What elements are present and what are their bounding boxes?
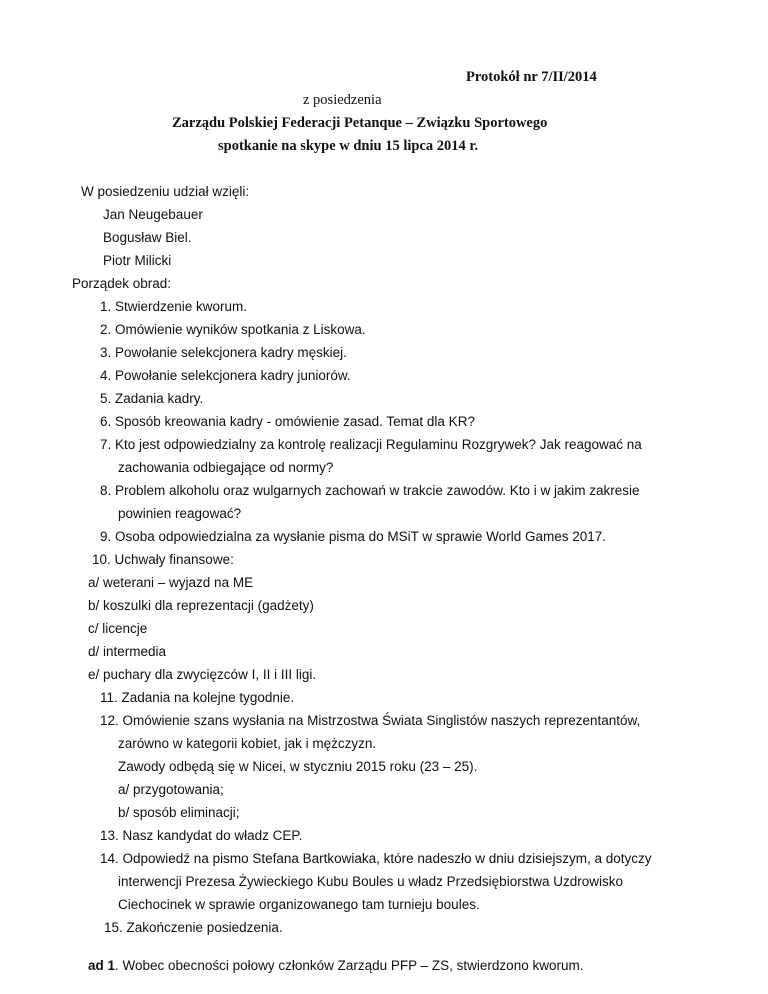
agenda-label: Porządek obrad:	[72, 276, 172, 291]
agenda-item-continuation: zarówno w kategorii kobiet, jak i mężczyzn.	[118, 736, 377, 751]
agenda-item-continuation: Zawody odbędą się w Nicei, w styczniu 2015 roku (23 – 25).	[118, 759, 478, 774]
agenda-item: 10. Uchwały finansowe:	[92, 552, 234, 567]
agenda-subitem: d/ intermedia	[88, 644, 167, 659]
attendee: Piotr Milicki	[103, 253, 172, 268]
attendee: Jan Neugebauer	[103, 207, 203, 222]
attendance-label: W posiedzeniu udział wzięli:	[81, 184, 250, 199]
agenda-item: 5. Zadania kadry.	[100, 391, 204, 406]
agenda-item-continuation: zachowania odbiegające od normy?	[118, 460, 334, 475]
ad1-label: ad 1	[88, 958, 116, 973]
agenda-item: 4. Powołanie selekcjonera kadry juniorów.	[100, 368, 351, 383]
agenda-item: 2. Omówienie wyników spotkania z Liskowa.	[100, 322, 366, 337]
agenda-item: 3. Powołanie selekcjonera kadry męskiej.	[100, 345, 347, 360]
protocol-subtitle: z posiedzenia	[303, 92, 382, 108]
agenda-item: 1. Stwierdzenie kworum.	[100, 299, 248, 314]
agenda-subitem: e/ puchary dla zwycięzców I, II i III ligi.	[88, 667, 317, 682]
agenda-item: 13. Nasz kandydat do władz CEP.	[100, 828, 303, 843]
agenda-subitem: b/ sposób eliminacji;	[118, 805, 240, 820]
agenda-item: 7. Kto jest odpowiedzialny za kontrolę realizacji Regulaminu Rozgrywek? Jak reagować na	[100, 437, 642, 452]
agenda-item: 14. Odpowiedź na pismo Stefana Bartkowiaka, które nadeszło w dniu dzisiejszym, a dotyczy	[100, 851, 652, 866]
organization-name: Zarządu Polskiej Federacji Petanque – Związku Sportowego	[172, 115, 548, 131]
agenda-item: 15. Zakończenie posiedzenia.	[104, 920, 283, 935]
ad1-text: . Wobec obecności połowy członków Zarządu PFP – ZS, stwierdzono kworum.	[115, 958, 584, 973]
agenda-item: 6. Sposób kreowania kadry - omówienie zasad. Temat dla KR?	[100, 414, 475, 429]
agenda-item: 8. Problem alkoholu oraz wulgarnych zachowań w trakcie zawodów. Kto i w jakim zakresie	[100, 483, 640, 498]
protocol-title: Protokół nr 7/II/2014	[466, 69, 597, 85]
agenda-item: 11. Zadania na kolejne tygodnie.	[100, 690, 295, 705]
meeting-info: spotkanie na skype w dniu 15 lipca 2014 r.	[218, 138, 479, 154]
agenda-item-continuation: Ciechocinek w sprawie organizowanego tam turnieju boules.	[118, 897, 480, 912]
agenda-subitem: b/ koszulki dla reprezentacji (gadżety)	[88, 598, 314, 613]
agenda-item: 9. Osoba odpowiedzialna za wysłanie pisma do MSiT w sprawie World Games 2017.	[100, 529, 606, 544]
agenda-item-continuation: powinien reagować?	[118, 506, 242, 521]
agenda-item-continuation: interwencji Prezesa Żywieckiego Kubu Boules u władz Przedsiębiorstwa Uzdrowisko	[118, 874, 623, 889]
ad1-paragraph	[88, 957, 583, 975]
attendee: Bogusław Biel.	[103, 230, 192, 245]
agenda-subitem: a/ weterani – wyjazd na ME	[88, 575, 254, 590]
agenda-subitem: a/ przygotowania;	[118, 782, 224, 797]
agenda-item: 12. Omówienie szans wysłania na Mistrzostwa Świata Singlistów naszych reprezentantów,	[100, 713, 641, 728]
agenda-subitem: c/ licencje	[88, 621, 148, 636]
